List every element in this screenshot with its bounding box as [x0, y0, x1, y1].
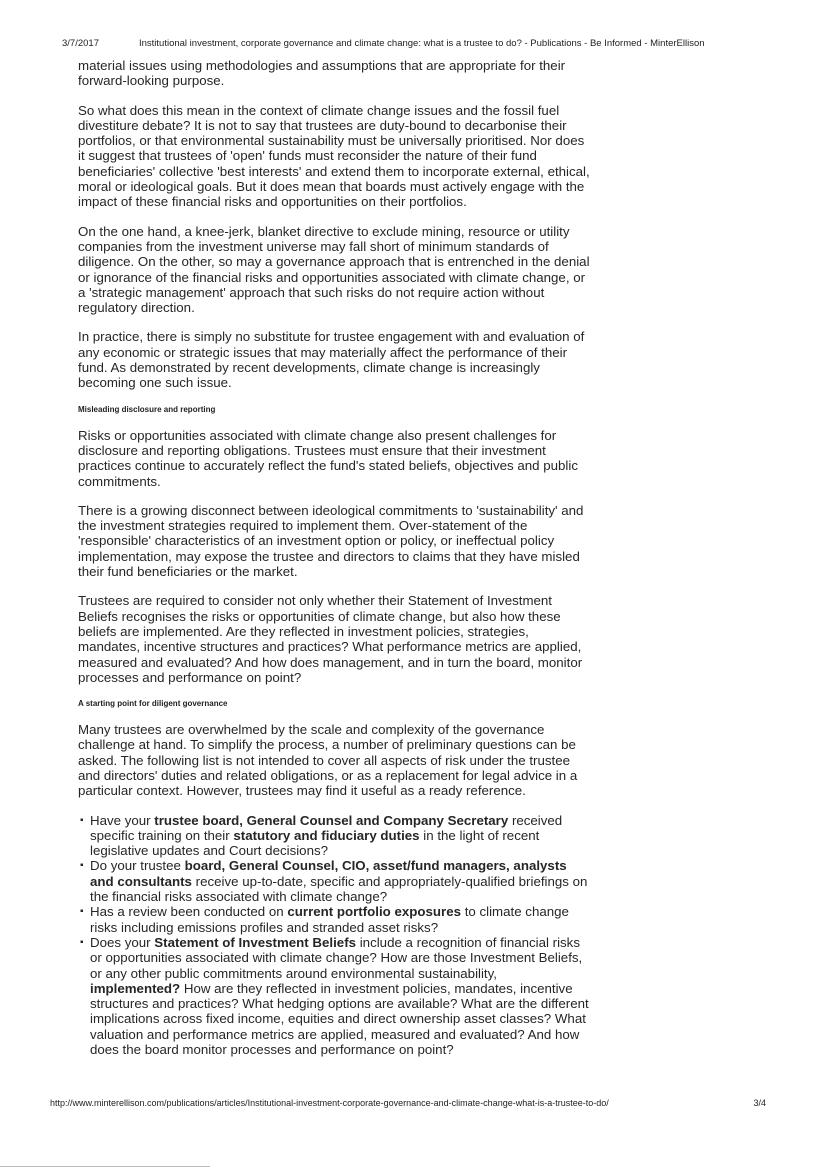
paragraph: Trustees are required to consider not only whether their Statement of Investment Beliefs recognises the risks or opportunities of climate change, but also how these beliefs are implemented. Are they reflected in investment policies, strategies, mandates, incentive structures and practices? What performance metrics are applied, measured and evaluated? And how does management, and in turn the board, monitor processes and performance on point? — [78, 593, 583, 685]
text: Does your — [90, 934, 155, 950]
list-item — [90, 813, 590, 859]
text: Has a review been conducted on — [90, 904, 288, 920]
bold-text: current portfolio exposures — [287, 904, 462, 920]
bold-text: board, General Counsel, CIO, asset/fund managers, analysts and consultants — [90, 858, 567, 889]
article-body — [78, 58, 590, 1057]
bold-text: statutory and fiduciary duties — [233, 827, 420, 843]
section-heading: A starting point for diligent governance — [78, 699, 228, 709]
list-item — [90, 904, 590, 935]
print-header — [62, 38, 788, 49]
paragraph: There is a growing disconnect between ideological commitments to 'sustainability' and the investment strategies required to implement them. Over-statement of the 'responsible' characteristics of an investment option or policy, or ineffectual policy implementation, may expose the trustee and directors to claims that they have misled their fund beneficiaries or the market. — [78, 502, 584, 580]
print-date: 3/7/2017 — [62, 38, 99, 49]
paragraph: On the one hand, a knee-jerk, blanket directive to exclude mining, resource or utility companies from the investment universe may fall short of minimum standards of diligence. On the other, so may a governance approach that is entrenched in the denial or ignorance of the financial risks and opportunities associated with climate change, or a 'strategic management' approach that such risks do not require action without regulatory direction. — [78, 223, 590, 316]
text: receive up-to-date, specific and appropriately-qualified briefings on the financial risks associated with climate change? — [90, 873, 588, 905]
page-url: http://www.minterellison.com/publications/articles/Institutional-investment-corporate-governance-and-climate-change-what-is-a-trustee-to-do/ — [50, 1098, 609, 1108]
print-footer — [50, 1098, 766, 1108]
paragraph: So what does this mean in the context of climate change issues and the fossil fuel divestiture debate? It is not to say that trustees are duty-bound to decarbonise their portfolios, or that environmental sustainability must be universally prioritised. Nor does it suggest that trustees of 'open' funds must reconsider the nature of their fund beneficiaries' collective 'best interests' and extend them to incorporate external, ethical, moral or ideological goals. But it does mean that boards must actively engage with the impact of these financial risks and opportunities on their portfolios. — [78, 102, 590, 210]
text: in the light of recent legislative updates and Court decisions? — [90, 827, 540, 859]
section-heading: Misleading disclosure and reporting — [78, 404, 216, 414]
list-item — [90, 935, 590, 1057]
scan-edge-line — [0, 1166, 210, 1167]
text: Do your trustee — [90, 858, 185, 874]
paragraph: Risks or opportunities associated with climate change also present challenges for disclosure and reporting obligations. Trustees must ensure that their investment practices continue to accurately reflect the fund's stated beliefs, objectives and public commitments. — [78, 427, 578, 489]
bold-text: implemented? — [90, 980, 181, 996]
text: to climate change risks including emissions profiles and stranded asset risks? — [90, 904, 569, 935]
paragraph: material issues using methodologies and assumptions that are appropriate for their forward-looking purpose. — [78, 58, 566, 89]
question-list — [78, 813, 590, 1058]
page-number: 3/4 — [753, 1098, 766, 1108]
text: Have your — [90, 812, 155, 828]
page-title: Institutional investment, corporate governance and climate change: what is a trustee to do? - Publications - Be Informed - MinterEllison — [138, 38, 705, 49]
text: received specific training on their — [90, 812, 563, 843]
bold-text: Statement of Investment Beliefs — [154, 934, 357, 950]
paragraph: Many trustees are overwhelmed by the scale and complexity of the governance challenge at hand. To simplify the process, a number of preliminary questions can be asked. The following list is not intended to cover all aspects of risk under the trustee and directors' duties and related obligations, or as a replacement for legal advice in a particular context. However, trustees may find it useful as a ready reference. — [78, 722, 578, 799]
bold-text: trustee board, General Counsel and Company Secretary — [154, 812, 509, 828]
list-item — [90, 858, 590, 904]
paragraph: In practice, there is simply no substitute for trustee engagement with and evaluation of any economic or strategic issues that may materially affect the performance of their fund. As demonstrated by recent developments, climate change is increasingly becoming one such issue. — [78, 329, 585, 391]
text: include a recognition of financial risks or opportunities associated with climate change? How are those Investment Beliefs, or any other public commitments around environmental sustainability, — [90, 934, 583, 981]
text: How are they reflected in investment policies, mandates, incentive structures and practices? What hedging options are available? What are the different implications across fixed income, equities and direct ownership asset classes? What valuation and performance metrics are applied, measured and evaluated? And how does the board monitor processes and performance on point? — [90, 980, 589, 1058]
